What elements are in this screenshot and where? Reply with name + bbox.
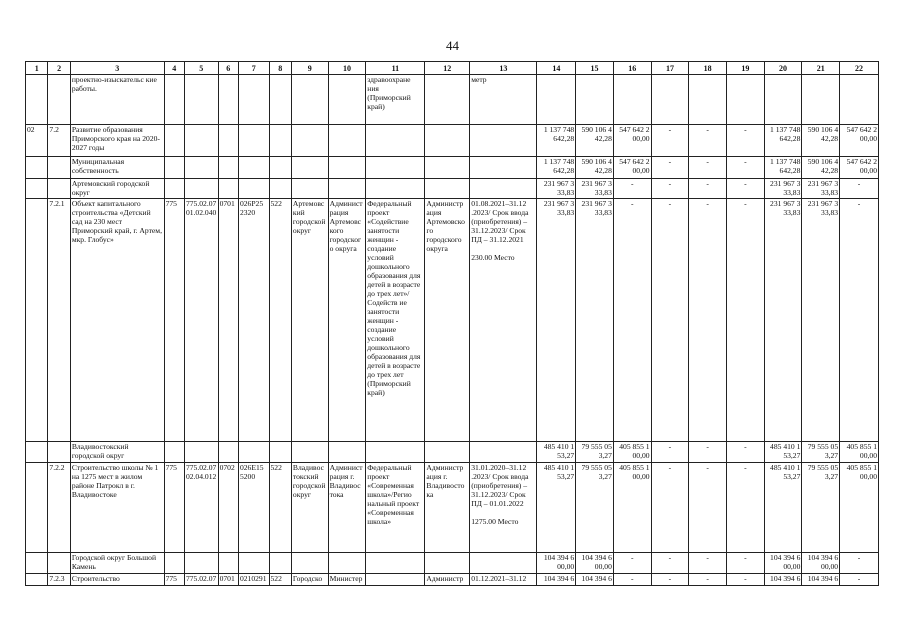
column-header: 4	[164, 62, 184, 75]
table-cell: -	[727, 179, 765, 199]
table-cell: 231 967 3 33,83	[764, 199, 802, 442]
table-cell: -	[689, 199, 727, 442]
table-cell: -	[651, 125, 689, 157]
table-row	[26, 553, 879, 574]
table-cell: -	[613, 574, 651, 586]
table-row	[26, 463, 879, 553]
table-cell: 590 106 4 42,28	[576, 157, 614, 179]
column-header: 13	[470, 62, 537, 75]
table-cell	[470, 442, 537, 463]
table-cell: -	[727, 125, 765, 157]
table-cell: -	[840, 574, 879, 586]
column-header: 1	[26, 62, 48, 75]
table-cell: 485 410 1 53,27	[764, 442, 802, 463]
table-cell	[764, 75, 802, 125]
column-header: 21	[802, 62, 840, 75]
column-header: 7	[238, 62, 269, 75]
table-cell: 01.08.2021–31.12 .2023/ Срок ввода (приобретения) – 31.12.2023/ Срок ПД – 31.12.2021 230.00 Место	[470, 199, 537, 442]
table-cell: 01.12.2021–31.12	[470, 574, 537, 586]
table-cell: 485 410 1 53,27	[764, 463, 802, 553]
table-cell	[470, 179, 537, 199]
table-cell	[48, 179, 70, 199]
table-cell	[651, 75, 689, 125]
table-cell	[26, 553, 48, 574]
table-cell	[269, 553, 291, 574]
table-cell: Артемовс кий городской округ	[291, 199, 328, 442]
table-cell	[328, 125, 366, 157]
table-cell	[269, 442, 291, 463]
table-cell: 522	[269, 574, 291, 586]
column-header: 16	[613, 62, 651, 75]
table-cell	[269, 75, 291, 125]
table-cell	[26, 157, 48, 179]
table-cell	[425, 125, 470, 157]
table-cell: 79 555 05 3,27	[802, 463, 840, 553]
table-cell: 547 642 2 00,00	[613, 157, 651, 179]
table-cell	[218, 553, 238, 574]
table-cell	[425, 553, 470, 574]
table-cell	[470, 157, 537, 179]
table-cell: -	[727, 157, 765, 179]
table-cell: 590 106 4 42,28	[576, 125, 614, 157]
table-cell: Владивостокский городской округ	[70, 442, 164, 463]
table-cell	[366, 179, 425, 199]
column-header: 17	[651, 62, 689, 75]
table-cell: 104 394 6 00,00	[537, 553, 576, 574]
table-cell: -	[727, 199, 765, 442]
column-header: 9	[291, 62, 328, 75]
table-cell: -	[840, 553, 879, 574]
table-cell: -	[651, 442, 689, 463]
table-cell	[26, 463, 48, 553]
table-cell: здравоохране ния (Приморский край)	[366, 75, 425, 125]
table-cell: 231 967 3 33,83	[802, 179, 840, 199]
table-cell: Федеральный проект «Содействие занятости женщин - создание условий дошкольного образования для детей в возрасте до трех лет»/Содейств ие занятости женщин - создание условий дошкольного образования для детей в возрасте до трех лет (Приморский край)	[366, 199, 425, 442]
column-header: 20	[764, 62, 802, 75]
table-cell: Городской округ Большой Камень	[70, 553, 164, 574]
table-cell: 231 967 3 33,83	[576, 199, 614, 442]
table-cell: 31.01.2020–31.12 .2023/ Срок ввода (приобретения) – 31.12.2023/ Срок ПД – 01.01.2022 1275.00 Место	[470, 463, 537, 553]
table-cell	[184, 442, 218, 463]
table-cell: 79 555 05 3,27	[802, 442, 840, 463]
table-cell	[328, 553, 366, 574]
table-cell	[26, 179, 48, 199]
table-cell: 231 967 3 33,83	[764, 179, 802, 199]
table-cell	[470, 553, 537, 574]
table-cell: 104 394 6 00,00	[764, 553, 802, 574]
table-cell: 7.2.3	[48, 574, 70, 586]
table-cell: Админист рация Артемовс кого городског о округа	[328, 199, 366, 442]
table-cell: 405 855 1 00,00	[840, 463, 879, 553]
table-cell: -	[613, 179, 651, 199]
column-header: 8	[269, 62, 291, 75]
table-cell	[238, 125, 269, 157]
column-header: 2	[48, 62, 70, 75]
table-cell: 104 394 6	[764, 574, 802, 586]
table-cell	[238, 179, 269, 199]
table-cell: -	[613, 553, 651, 574]
table-cell	[26, 442, 48, 463]
table-cell	[291, 442, 328, 463]
table-cell: Муниципальная собственность	[70, 157, 164, 179]
table-cell: 590 106 4 42,28	[802, 157, 840, 179]
table-cell: -	[651, 463, 689, 553]
table-cell: метр	[470, 75, 537, 125]
table-cell: 0702	[218, 463, 238, 553]
column-header: 5	[184, 62, 218, 75]
table-cell: 104 394 6	[576, 574, 614, 586]
table-cell	[425, 157, 470, 179]
table-cell	[48, 157, 70, 179]
table-cell: -	[651, 199, 689, 442]
page-number: 44	[446, 38, 459, 53]
table-cell: -	[689, 553, 727, 574]
table-cell: 1 137 748 642,28	[537, 125, 576, 157]
column-header: 12	[425, 62, 470, 75]
table-cell: -	[689, 125, 727, 157]
table-cell	[291, 125, 328, 157]
table-cell: 1 137 748 642,28	[764, 125, 802, 157]
table-row	[26, 157, 879, 179]
table-cell	[840, 75, 879, 125]
table-cell	[184, 75, 218, 125]
table-cell: 7.2.2	[48, 463, 70, 553]
table-cell: Владивос токский городской округ	[291, 463, 328, 553]
table-cell	[802, 75, 840, 125]
table-cell: 231 967 3 33,83	[537, 199, 576, 442]
table-cell	[291, 75, 328, 125]
column-header: 14	[537, 62, 576, 75]
table-cell: 775	[164, 463, 184, 553]
table-cell: -	[840, 179, 879, 199]
table-cell	[184, 553, 218, 574]
table-cell	[291, 553, 328, 574]
table-cell	[48, 75, 70, 125]
table-cell: 0701	[218, 199, 238, 442]
table-cell	[269, 179, 291, 199]
table-cell	[238, 157, 269, 179]
table-cell: 547 642 2 00,00	[613, 125, 651, 157]
table-cell	[164, 179, 184, 199]
table-cell	[576, 75, 614, 125]
table-cell: 104 394 6 00,00	[576, 553, 614, 574]
table-row	[26, 125, 879, 157]
column-header: 3	[70, 62, 164, 75]
column-header: 11	[366, 62, 425, 75]
table-cell: -	[727, 574, 765, 586]
table-cell	[689, 75, 727, 125]
table-cell: 0210291	[238, 574, 269, 586]
table-cell: -	[840, 199, 879, 442]
table-row	[26, 442, 879, 463]
table-cell	[238, 553, 269, 574]
table-cell: 026E15 5200	[238, 463, 269, 553]
table-row	[26, 199, 879, 442]
table-cell: 231 967 3 33,83	[576, 179, 614, 199]
table-cell: Админист рация г. Владивос тока	[328, 463, 366, 553]
table-cell	[366, 574, 425, 586]
table-cell: 522	[269, 199, 291, 442]
table-cell: 590 106 4 42,28	[802, 125, 840, 157]
table-cell	[328, 157, 366, 179]
table-cell	[164, 553, 184, 574]
table-cell: 522	[269, 463, 291, 553]
table-cell	[184, 179, 218, 199]
table-cell: 231 967 3 33,83	[537, 179, 576, 199]
column-header: 10	[328, 62, 366, 75]
budget-table	[25, 61, 879, 586]
table-cell	[184, 125, 218, 157]
table-cell: Администр	[425, 574, 470, 586]
table-cell	[425, 75, 470, 125]
table-cell	[238, 75, 269, 125]
table-cell	[164, 442, 184, 463]
table-cell	[425, 179, 470, 199]
table-cell: 79 555 05 3,27	[576, 463, 614, 553]
table-cell: 485 410 1 53,27	[537, 442, 576, 463]
table-cell: 1 137 748 642,28	[537, 157, 576, 179]
table-cell: 104 394 6 00,00	[802, 553, 840, 574]
table-cell: -	[727, 442, 765, 463]
table-cell: Администр ация г. Владивосто ка	[425, 463, 470, 553]
table-cell: 775.02.07	[184, 574, 218, 586]
column-header: 6	[218, 62, 238, 75]
table-cell: 104 394 6	[802, 574, 840, 586]
table-cell	[366, 125, 425, 157]
table-cell: 547 642 2 00,00	[840, 125, 879, 157]
column-header: 19	[727, 62, 765, 75]
table-cell: 104 394 6	[537, 574, 576, 586]
table-cell	[366, 553, 425, 574]
table-cell	[26, 75, 48, 125]
table-cell: Строительство школы № 1 на 1275 мест в жилом районе Патрокл в г. Владивостоке	[70, 463, 164, 553]
table-cell	[218, 125, 238, 157]
table-cell	[218, 179, 238, 199]
table-cell	[218, 442, 238, 463]
table-cell: проектно-изыскательс кие работы.	[70, 75, 164, 125]
table-cell	[164, 125, 184, 157]
table-cell	[366, 442, 425, 463]
table-cell: -	[689, 463, 727, 553]
table-cell: 79 555 05 3,27	[576, 442, 614, 463]
table-cell: Администр ация Артемовско го городского округа	[425, 199, 470, 442]
table-cell	[291, 157, 328, 179]
table-cell	[238, 442, 269, 463]
table-cell: Строительство	[70, 574, 164, 586]
table-cell	[328, 75, 366, 125]
table-cell: Объект капитального строительства «Детский сад на 230 мест Приморский край, г. Артем, мкр. Глобус»	[70, 199, 164, 442]
table-cell	[218, 157, 238, 179]
table-cell	[727, 75, 765, 125]
table-cell: 775	[164, 574, 184, 586]
table-cell: 231 967 3 33,83	[802, 199, 840, 442]
table-cell: 405 855 1 00,00	[613, 442, 651, 463]
table-cell: Артемовский городской округ	[70, 179, 164, 199]
table-cell	[269, 157, 291, 179]
table-cell: Развитие образования Приморского края на 2020-2027 годы	[70, 125, 164, 157]
table-cell: 547 642 2 00,00	[840, 157, 879, 179]
table-cell: Федеральный проект «Современная школа»/Регио нальный проект «Современная школа»	[366, 463, 425, 553]
table-cell: 1 137 748 642,28	[764, 157, 802, 179]
table-cell: 7.2	[48, 125, 70, 157]
table-cell	[366, 157, 425, 179]
table-cell: -	[689, 179, 727, 199]
table-row	[26, 75, 879, 125]
table-cell: 485 410 1 53,27	[537, 463, 576, 553]
table-cell: -	[651, 574, 689, 586]
table-cell	[269, 125, 291, 157]
table-cell	[48, 553, 70, 574]
table-cell: Городско	[291, 574, 328, 586]
table-cell: 7.2.1	[48, 199, 70, 442]
table-cell: -	[689, 574, 727, 586]
table-cell	[26, 199, 48, 442]
table-cell	[328, 442, 366, 463]
table-cell: 026P25 2320	[238, 199, 269, 442]
table-cell	[470, 125, 537, 157]
table-cell: -	[727, 463, 765, 553]
table-cell: 405 855 1 00,00	[613, 463, 651, 553]
table-cell: -	[651, 553, 689, 574]
table-cell: 775	[164, 199, 184, 442]
column-header: 18	[689, 62, 727, 75]
table-cell: -	[727, 553, 765, 574]
table-cell: 775.02.07 02.04.012	[184, 463, 218, 553]
table-cell: 0701	[218, 574, 238, 586]
table-cell: 02	[26, 125, 48, 157]
table-row	[26, 179, 879, 199]
table-cell: 405 855 1 00,00	[840, 442, 879, 463]
table-cell	[218, 75, 238, 125]
header-row	[26, 62, 879, 75]
table-cell	[48, 442, 70, 463]
table-row	[26, 574, 879, 586]
table-cell	[164, 75, 184, 125]
column-header: 15	[576, 62, 614, 75]
table-cell	[26, 574, 48, 586]
table-cell	[328, 179, 366, 199]
table-cell	[537, 75, 576, 125]
table-cell	[425, 442, 470, 463]
table-cell: -	[651, 157, 689, 179]
table-cell	[613, 75, 651, 125]
table-cell: -	[689, 442, 727, 463]
table-cell: 775.02.07 01.02.040	[184, 199, 218, 442]
table-cell	[184, 157, 218, 179]
column-header: 22	[840, 62, 879, 75]
table-cell: -	[689, 157, 727, 179]
table-cell: -	[613, 199, 651, 442]
table-cell	[164, 157, 184, 179]
table-cell: -	[651, 179, 689, 199]
table-cell: Министер	[328, 574, 366, 586]
table-cell	[291, 179, 328, 199]
